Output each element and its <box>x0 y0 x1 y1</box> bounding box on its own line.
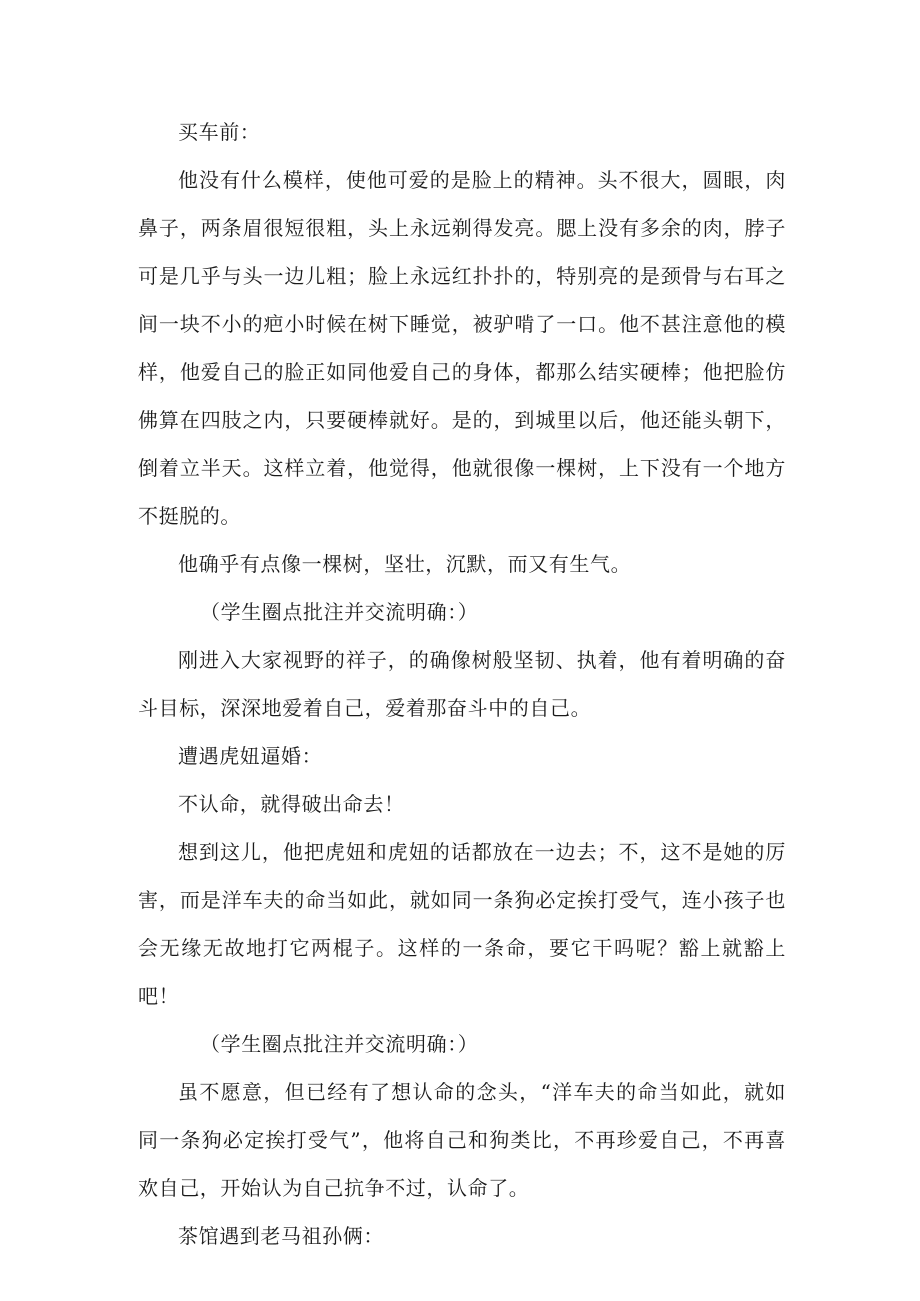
paragraph-quote-fate: 不认命，就得破出命去！ <box>178 792 405 816</box>
paragraph-appearance: 他没有什么模样，使他可爱的是脸上的精神。头不很大，圆眼，肉鼻子，两条眉很短很粗，头上永远剃得发亮。腮上没有多余的肉，脖子可是几乎与头一边儿粗；脸上永远红扑扑的，特别亮的是颈骨与右耳之间一块不小的疤小时候在树下睡觉，被驴啃了一口。他不甚注意他的模样，他爱自己的脸正如同他爱自己的身体，都那么结实硬棒；他把脸仿佛算在四肢之内，只要硬棒就好。是的，到城里以后，他还能头朝下，倒着立半天。这样立着，他觉得，他就很像一棵树，上下没有一个地方不挺脱的。 <box>138 168 786 528</box>
paragraph-analysis-2: 虽不愿意，但已经有了想认命的念头，“洋车夫的命当如此，就如同一条狗必定挨打受气”，他将自己和狗类比，不再珍爱自己，不再喜欢自己，开始认为自己抗争不过，认命了。 <box>138 1080 786 1200</box>
section-heading-before-buying: 买车前： <box>178 120 261 144</box>
annotation-note: （学生圈点批注并交流明确：） <box>200 600 479 624</box>
section-heading-forced-marriage: 遭遇虎妞逼婚： <box>178 744 323 768</box>
section-heading-teahouse: 茶馆遇到老马祖孙俩： <box>178 1224 384 1248</box>
document-body <box>138 108 786 1260</box>
annotation-note: （学生圈点批注并交流明确：） <box>200 1032 479 1056</box>
paragraph-analysis-1: 刚进入大家视野的祥子，的确像树般坚韧、执着，他有着明确的奋斗目标，深深地爱着自己，爱着那奋斗中的自己。 <box>138 648 786 720</box>
paragraph-like-a-tree: 他确乎有点像一棵树，坚壮，沉默，而又有生气。 <box>178 552 632 576</box>
paragraph-thinking: 想到这儿，他把虎妞和虎妞的话都放在一边去；不，这不是她的厉害，而是洋车夫的命当如此，就如同一条狗必定挨打受气，连小孩子也会无缘无故地打它两棍子。这样的一条命，要它干吗呢？豁上就豁上吧！ <box>138 840 786 1008</box>
